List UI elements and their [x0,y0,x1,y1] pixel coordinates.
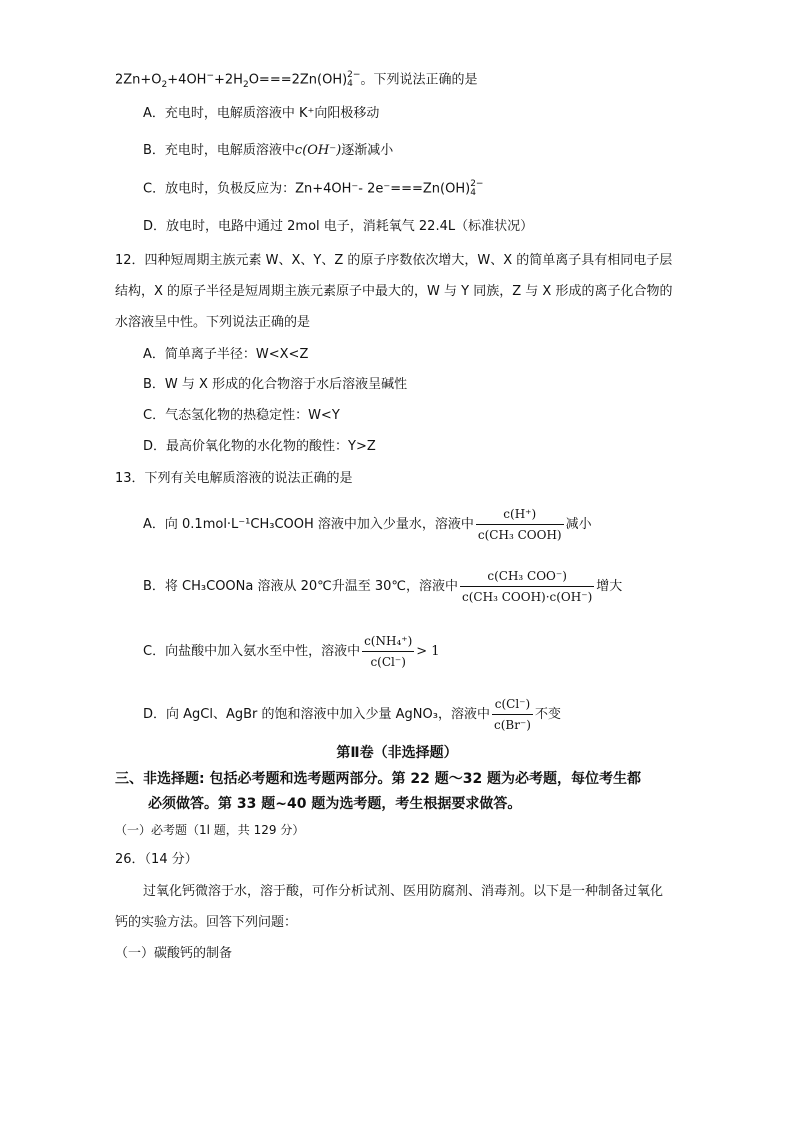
fraction: $\frac{\text{c(NH₄⁺)}}{c(Cl^-)}$ [364,634,413,669]
q12-option-c: C．气态氢化物的热稳定性：W<Y [143,408,340,423]
fraction: $\frac{c(Cl^-)}{c(Br^-)}$ [493,697,531,732]
q11-option-c: C．放电时，负极反应为：Zn+4OH⁻- 2e⁻===Zn(OH) 2− 4 [143,179,484,198]
q26-text-line1: 过氧化钙微溶于水，溶于酸，可作分析试剂、医用防腐剂、消毒剂。以下是一种制备过氧化 [143,884,664,899]
q11-option-b: B．充电时，电解质溶液中c(OH⁻)逐渐减小 [143,143,394,158]
q13-option-b: B．将 CH₃COONa 溶液从 20℃升温至 30℃，溶液中 $\frac{\text{c(CH₃ COO⁻)}}{\text{c(CH₃ COOH)·c(OH⁻)}}$ 增大 [143,569,623,604]
q13-stem: 13．下列有关电解质溶液的说法正确的是 [115,471,353,486]
q11-equation-line: $2Zn+O_2+4OH^-+2H_2O===2Zn(OH)$ 2− 4 。下列说法正确的是 [115,69,478,90]
q12-option-d: D．最高价氧化物的水化物的酸性：Y>Z [143,439,376,454]
q13-option-c: C．向盐酸中加入氨水至中性，溶液中 $\frac{\text{c(NH₄⁺)}}{c(Cl^-)}$ > 1 [143,634,440,669]
q13-option-d: D．向 AgCl、AgBr 的饱和溶液中加入少量 AgNO₃，溶液中 $\frac{c(Cl^-)}{c(Br^-)}$ 不变 [143,697,561,732]
q26-text-line2: 钙的实验方法。回答下列问题： [115,915,298,930]
fraction: $\frac{c(H^+)}{\text{c(CH₃ COOH)}}$ [477,507,562,542]
section-title: 第Ⅱ卷（非选择题） [336,745,458,761]
subsection-title: （一）碳酸钙的制备 [115,946,233,961]
q11-option-d: D．放电时，电路中通过 2mol 电子，消耗氧气 22.4L（标准状况） [143,219,534,234]
fraction: $\frac{\text{c(CH₃ COO⁻)}}{\text{c(CH₃ COOH)·c(OH⁻)}}$ [462,569,593,604]
q26-label: 26．（14 分） [115,852,198,867]
q12-stem-line3: 水溶液呈中性。下列说法正确的是 [115,315,311,330]
q11-option-a: A．充电时，电解质溶液中 K⁺向阳极移动 [143,106,380,121]
section-heading-line2: 必须做答。第 33 题~40 题为选考题，考生根据要求做答。 [148,796,522,812]
q12-option-b: B．W 与 X 形成的化合物溶于水后溶液呈碱性 [143,377,408,392]
required-questions-label: （一）必考题（1l 题，共 129 分） [115,823,305,837]
q13-option-a: A．向 0.1mol·L⁻¹CH₃COOH 溶液中加入少量水，溶液中 $\frac{c(H^+)}{\text{c(CH₃ COOH)}}$ 减小 [143,507,592,542]
q12-stem-line2: 结构，X 的原子半径是短周期主族元素原子中最大的，W 与 Y 同族，Z 与 X 形成的离子化合物的 [115,284,673,299]
section-heading-line1: 三、非选择题: 包括必考题和选考题两部分。第 22 题～32 题为必考题，每位考生都 [115,771,642,787]
q12-stem-line1: 12．四种短周期主族元素 W、X、Y、Z 的原子序数依次增大，W、X 的简单离子具有相同电子层 [115,253,673,268]
q12-option-a: A．简单离子半径：W<X<Z [143,347,309,362]
